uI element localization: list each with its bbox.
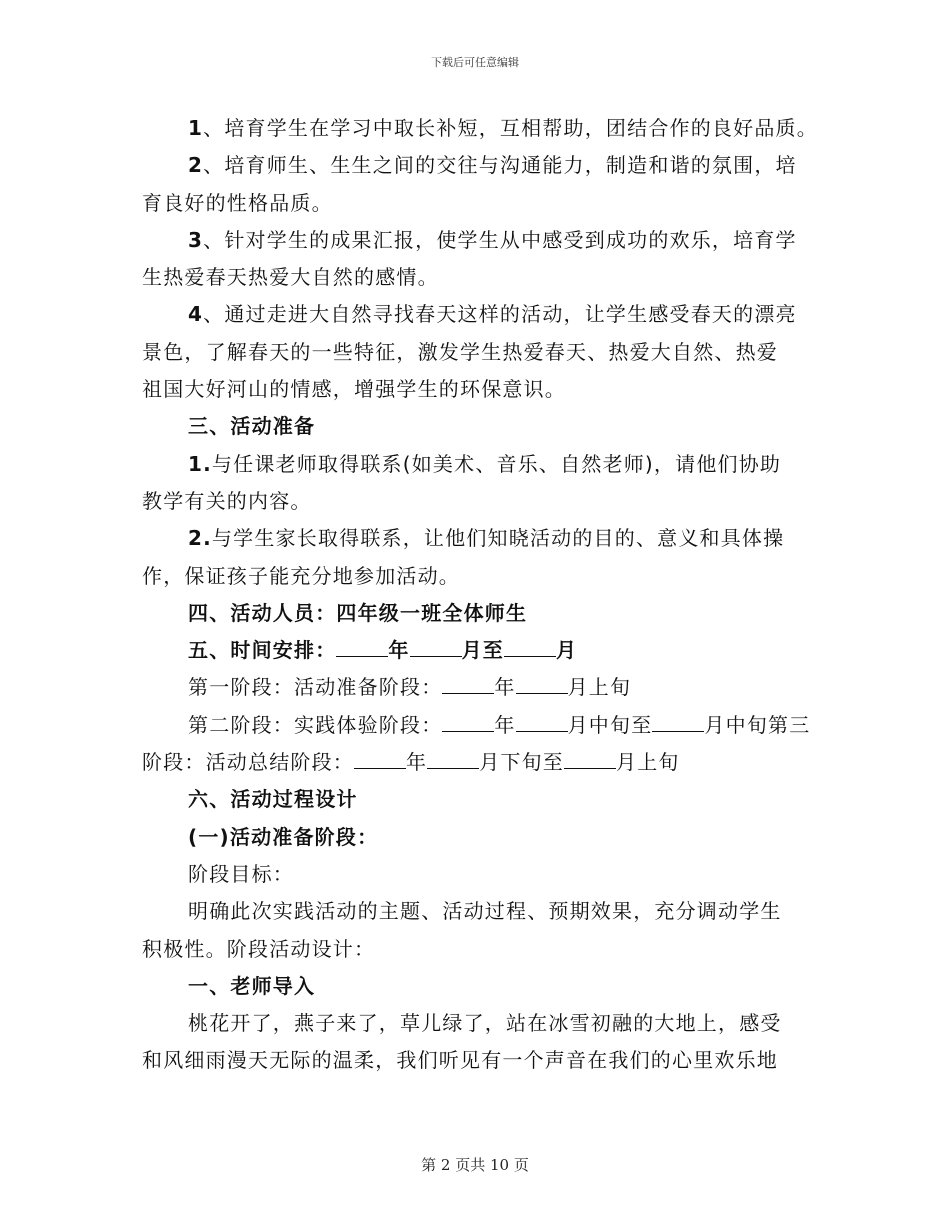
goal-1-line-1: 、培育学生在学习中取长补短，互相帮助，团结合作的良好品质。 xyxy=(203,116,818,140)
stage-1-month: 月上旬 xyxy=(567,675,632,700)
page-header: 下载后可任意编辑 xyxy=(431,56,519,69)
blank-underline xyxy=(442,713,494,732)
prep-2-line-1: 与学生家长取得联系，让他们知晓活动的目的、意义和具体操 xyxy=(211,526,785,551)
blank-underline xyxy=(516,713,568,732)
schedule-heading-label: 五、时间安排： xyxy=(188,638,337,663)
prep-1-line-2: 教学有关的内容。 xyxy=(142,488,312,513)
blank-underline xyxy=(354,750,406,769)
goal-item-4 xyxy=(142,296,822,333)
blank-underline xyxy=(652,713,704,732)
blank-underline xyxy=(504,638,556,657)
section-heading-schedule xyxy=(142,632,822,669)
blank-underline xyxy=(410,638,462,657)
prep-item-1 xyxy=(142,446,822,483)
document-body xyxy=(142,110,822,1080)
goal-3-line-1: 、针对学生的成果汇报，使学生从中感受到成功的欢乐，培育学 xyxy=(203,227,797,252)
section-heading-people: 四、活动人员：四年级一班全体师生 xyxy=(188,600,528,625)
stage-3-label: 阶段：活动总结阶段： xyxy=(142,750,354,775)
blank-underline xyxy=(516,675,568,694)
stage-2-month-to: 月中旬至 xyxy=(567,712,653,737)
blank-underline xyxy=(564,750,616,769)
blank-underline xyxy=(427,750,479,769)
prep-item-2 xyxy=(142,520,822,557)
schedule-heading-month-to: 月至 xyxy=(461,638,505,663)
stage-3-year: 年 xyxy=(406,750,428,775)
goal-2-number: 2 xyxy=(188,153,204,178)
schedule-heading-month: 月 xyxy=(556,638,578,663)
schedule-stage-3 xyxy=(142,744,822,781)
schedule-stage-1 xyxy=(142,669,822,706)
section-heading-prep: 三、活动准备 xyxy=(188,414,316,439)
goal-2-line-1: 、培育师生、生生之间的交往与沟通能力，制造和谐的氛围，培 xyxy=(203,153,797,178)
stage-3-month: 月上旬 xyxy=(616,750,680,775)
goal-3-line-2: 生热爱春天热爱大自然的感情。 xyxy=(142,265,439,290)
stage-goal-line-1: 明确此次实践活动的主题、活动过程、预期效果，充分调动学生 xyxy=(188,899,782,924)
stage-3-month-to: 月下旬至 xyxy=(479,750,565,775)
page-footer: 第 2 页共 10 页 xyxy=(421,1156,529,1174)
intro-line-1: 桃花开了，燕子来了，草儿绿了，站在冰雪初融的大地上，感受 xyxy=(188,1011,782,1036)
blank-underline xyxy=(442,675,494,694)
goal-item-3 xyxy=(142,222,822,259)
goal-4-number: 4 xyxy=(188,302,204,327)
goal-2-line-2: 育良好的性格品质。 xyxy=(142,190,333,215)
goal-4-line-3: 祖国大好河山的情感，增强学生的环保意识。 xyxy=(142,377,566,402)
stage-2-label: 第二阶段：实践体验阶段： xyxy=(188,712,443,737)
prep-1-number: 1. xyxy=(188,451,212,476)
section-heading-intro: 一、老师导入 xyxy=(188,973,316,998)
blank-underline xyxy=(336,638,388,657)
subsection-heading-prep-stage: (一)活动准备阶段： xyxy=(188,824,379,849)
stage-goal-line-2: 积极性。阶段活动设计： xyxy=(142,936,376,961)
goal-4-line-2: 景色，了解春天的一些特征，激发学生热爱春天、热爱大自然、热爱 xyxy=(142,339,778,364)
schedule-heading-year: 年 xyxy=(388,638,410,663)
prep-2-number: 2. xyxy=(188,526,212,551)
goal-1-number: 1 xyxy=(188,116,204,140)
intro-line-2: 和风细雨漫天无际的温柔，我们听见有一个声音在我们的心里欢乐地 xyxy=(142,1048,778,1073)
stage-1-label: 第一阶段：活动准备阶段： xyxy=(188,675,443,700)
stage-2-month: 月中旬第三 xyxy=(704,712,811,737)
prep-1-line-1: 与任课老师取得联系(如美术、音乐、自然老师)，请他们协助 xyxy=(211,451,782,476)
stage-1-year: 年 xyxy=(494,675,516,700)
schedule-stage-2 xyxy=(142,707,822,744)
section-heading-process: 六、活动过程设计 xyxy=(188,787,358,812)
prep-2-line-2: 作，保证孩子能充分地参加活动。 xyxy=(142,563,460,588)
stage-2-year: 年 xyxy=(494,712,516,737)
stage-goal-label: 阶段目标： xyxy=(188,861,294,886)
goal-item-2 xyxy=(142,147,822,184)
goal-4-line-1: 、通过走进大自然寻找春天这样的活动，让学生感受春天的漂亮 xyxy=(203,302,797,327)
goal-3-number: 3 xyxy=(188,227,204,252)
goal-item-1 xyxy=(142,110,822,147)
